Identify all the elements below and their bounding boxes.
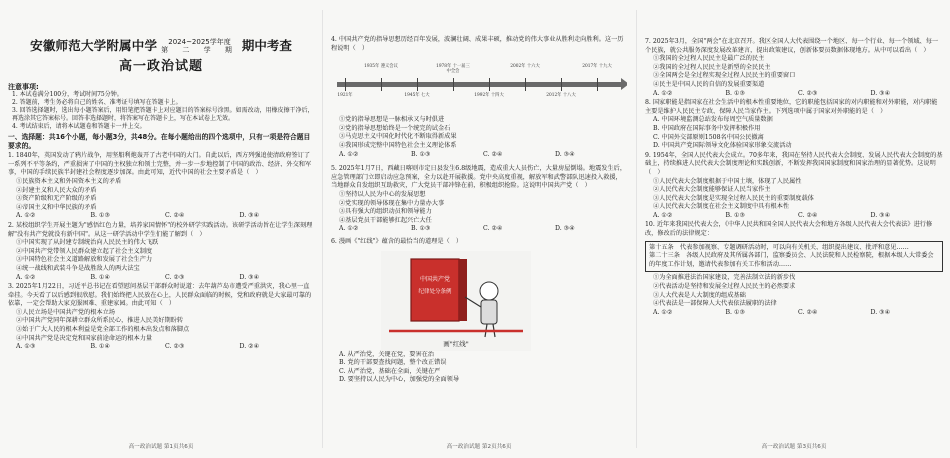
question-stem: 4. 中国共产党的指导思想历经百年发展，波澜壮阔、成果丰硕，推动党的伟大事业从胜利走向胜利。这一历程说明（ ） (331, 36, 624, 52)
question-option: ②封建主义和人民大众的矛盾 (16, 186, 97, 194)
question-3 (8, 283, 314, 352)
notice-item: 4. 考试结束后，请将本试题卷和答题卡一并上交。 (12, 123, 146, 131)
question-option: ③具有强大的组织动员和领导能力 (339, 208, 432, 216)
year-box (161, 38, 238, 54)
question-option: ①党的指导思想是一脉相承又与时俱进 (339, 116, 445, 124)
section-heading: 一、选择题：共16个小题，每小题3分，共48分。在每小题给出的四个选项中，只有一项是符合题目要求的。 (8, 133, 311, 151)
column-divider (322, 10, 323, 448)
answer-choices (645, 90, 943, 99)
question-4 (331, 36, 627, 159)
law-excerpt: 第二十三条 各级人民政府及其所属各部门，监察委员会、人民法院和人民检察院，根据本级人大常委会的年度工作计划，邀请代表参加有关工作和活动…… (649, 252, 934, 268)
choice-d: D. ③④ (555, 150, 575, 158)
page-footer: 高一政治试题 第2页共6页 (446, 444, 512, 451)
timeline-tick (345, 78, 346, 91)
choice-a: A. ①② (339, 225, 359, 233)
question-option: ④帝国主义和中华民族的矛盾 (16, 203, 97, 211)
choice-a: A. ①② (339, 150, 359, 158)
timeline-label: 2012年 十八大 (546, 93, 576, 99)
question-option: ④代表法是一部保障人大代表依法履职的法律 (653, 300, 777, 308)
choice-c: C. ②④ (165, 212, 185, 220)
cartoon-image (381, 251, 531, 351)
choice-c: C. ②④ (798, 211, 818, 219)
question-stem: 3. 2025年1月22日，习近平总书记在看望慰问基层干部群众时说道：去年葫芦岛市遭受严重洪灾，我心里一直牵挂。今天看了以后感到很欣慰。我们始终把人民放在心上，人民群众面临的时候，党和政府就是大家最可靠的依靠，一定会帮助大家克服困难、重建家园。由此可知（ ） (8, 283, 312, 308)
question-option: ②党的指导思想始终是一个统完的试金石 (339, 124, 451, 132)
exam-name: 期中考查 (241, 37, 292, 53)
timeline-axis (337, 82, 623, 87)
page-column-1 (8, 6, 314, 452)
page-footer: 高一政治试题 第3页共6页 (761, 444, 827, 451)
timeline-tick (525, 78, 526, 91)
timeline-label: 2017年 十九大 (582, 64, 612, 70)
question-option: ②中国共产党同年深耕立群众所系民心，推进人民美好期盼转 (16, 317, 184, 325)
timeline-tick (561, 78, 562, 91)
notice-list (8, 91, 314, 131)
question-option: ②我国的全过程人民民主是新型的全民民主 (653, 63, 771, 71)
choice-a: A. ①② (653, 308, 673, 316)
timeline-figure (331, 56, 627, 112)
question-option: ①我国的全过程人民民主是最广泛的民主 (653, 55, 765, 63)
choice-b: B. ①③ (725, 89, 746, 97)
question-option: ②代表活动是坚持和发展全过程人民民主的必然要求 (653, 283, 796, 291)
cartoon-book-title: 中国共产党 (419, 275, 451, 283)
answer-choices (8, 343, 314, 352)
question-stem: 2. 某校组织学生开展主题为"感悟红色力量，培养家国情怀"的校外研学实践活动。该研学活动旨在让学生深刻理解"没有共产党就没有新中国"。从这一研学活动中学生们能了解到（ ） (8, 221, 313, 238)
answer-choices (331, 225, 627, 234)
choice-a: A. ①② (653, 211, 673, 219)
choice-c: C. ②③ (165, 343, 185, 351)
question-6 (331, 238, 627, 385)
choice-b: B. ①③ (411, 150, 431, 158)
question-option: A. 中国环境监测总站发布每周空气质量数据 (653, 116, 773, 124)
timeline-tick (597, 78, 598, 91)
question-option: ②党实现的领导体现在集中力量办大事 (339, 199, 445, 207)
question-option: ①民族资本主义和外国资本主义的矛盾 (16, 177, 122, 185)
choice-b: B. ①④ (90, 343, 111, 351)
choice-c: C. ②④ (798, 308, 818, 316)
answer-choices (645, 212, 943, 221)
timeline-tick (381, 78, 382, 91)
question-option: ③人民代表大会制度是实现全过程人民民主的重要制度载体 (653, 194, 814, 202)
question-option: ④人民代表大会制度在社会主义制度中具有根本性 (653, 203, 790, 211)
timeline-arrow-icon (621, 78, 627, 90)
cartoon-figure (331, 251, 627, 351)
question-option: B. 中国政府在国际事务中发挥积极作用 (653, 124, 761, 132)
choice-b: B. ①③ (725, 211, 746, 219)
answer-choices (8, 212, 314, 221)
question-stem: 6. 漫画《"红线"》蕴含的最恰当的道理是（ ） (331, 237, 463, 245)
question-stem: 9. 1954年，全国人民代表大会成立。70多年来，我国在坚持人民代表大会制度、发展人民代表大会制度的基础上，持续推进人民代表大会制度理论和实践创新，不断发挥我国国家制度和国家治理的显著优势。这说明（ ） (645, 151, 943, 176)
choice-a: A. ①② (16, 212, 36, 220)
choice-d: D. ③④ (239, 273, 260, 281)
timeline-label: 1945年 七大 (404, 93, 430, 99)
question-option: ④统一战线和武装斗争是战胜敌人的两大法宝 (16, 264, 140, 272)
question-stem: 8. 国家职能是指国家在社会生活中的根本性重要地位，它的职能包括国家的对内职能和对外职能，对内职能主要是维护人民民主专政、保障人民当家作主。下列选项中属于国家对外职能的是（ ） (645, 99, 938, 115)
question-stem: 5. 2025年1月7日，西藏日喀则市定日县发生6.8级地震，造成重大人员伤亡，大量房屋倒塌。地震发生后，应急管理部门立即启动应急预案，全力以赴开展救援。党中央高度重视，解放军和武警部队迅速投入救援，当地群众自发组织互助救灾，广大党员干部冲锋在前，积极组织抢险。这说明中国共产党（ ） (331, 165, 627, 190)
page-column-2 (331, 6, 627, 452)
question-option: ③人大代表是人大制度的组成基础 (653, 291, 746, 299)
choice-d: D. ③④ (870, 211, 891, 219)
question-option: D. 要坚持以人民为中心，加强党的全面领导 (339, 376, 460, 384)
law-excerpt: 第十五条 代表参加视察、专题调研活动时，可以向有关机关、组织提出建议、批评和意见…… (649, 243, 909, 251)
question-option: ①为全面推进法治国家建设，完善法制立法的新步伐 (653, 274, 796, 282)
cartoon-book-subtitle: 纪律处分条例 (418, 288, 452, 295)
question-7 (645, 38, 943, 98)
question-option: ④我国形成完整中国特色社会主义理论体系 (339, 141, 457, 149)
answer-choices (645, 309, 943, 318)
notice-item: 3. 回答选择题时，选出每小题答案后，用铅笔把答题卡上对应题目的答案标号涂黑。如需改动，用橡皮擦干净后，再选涂其它答案标号。回答非选择题时，将答案写在答题卡上，写在本试卷上无效。 (12, 107, 314, 123)
choice-c: C. ②④ (483, 150, 503, 158)
notice-title: 注意事项: (8, 82, 39, 91)
question-5 (331, 165, 627, 234)
choice-d: D. ③④ (870, 308, 891, 316)
question-option: ④民主是中国人民的自信的发展重要渠道 (653, 80, 765, 88)
school-name: 安徽师范大学附属中学 (30, 37, 158, 53)
question-option: C. 从严治党，基础在全面，关键在严 (339, 367, 441, 375)
choice-d: D. ③④ (239, 212, 260, 220)
answer-choices (331, 151, 627, 160)
choice-a: A. ①③ (16, 343, 36, 351)
question-option: ③全国两会是全过程实现全过程人民民主的重要窗口 (653, 72, 796, 80)
question-option: ④基层党员干部能够扛起兴亡大任 (339, 216, 432, 224)
question-option: B. 党的干部要查找问题，整个改正错误 (339, 359, 447, 367)
question-9 (645, 152, 943, 221)
choice-b: B. ①④ (90, 273, 111, 281)
choice-a: A. ①② (653, 89, 673, 97)
choice-d: D. ③④ (555, 225, 575, 233)
timeline-label: 1921年 (337, 93, 353, 99)
choice-d: D. ②④ (239, 343, 260, 351)
timeline-label: 1992年 十四大 (474, 93, 504, 99)
question-option: C. 中国外交部原则1508名中国公民撤离 (653, 133, 764, 141)
choice-a: A. ①② (16, 273, 36, 281)
exam-header (8, 38, 314, 54)
question-option: ④中国共产党是决定党和国家前途命运的根本力量 (16, 334, 153, 342)
choice-b: B. ①③ (411, 225, 431, 233)
question-option: ①人民代表大会制度根据于中国土壤，体现了人民属性 (653, 177, 802, 185)
timeline-label: 1978年 十一届三中全会 (436, 64, 470, 75)
semester: 第 二 学 期 (161, 46, 238, 54)
question-stem: 10. 近年来我国民代表大会，《中华人民共和国全国人民代表大会和地方各级人民代表大会代表法》进行修改，修改后的法律规定： (645, 221, 933, 238)
question-1 (8, 152, 314, 221)
timeline-label: 2002年 十六大 (510, 64, 540, 70)
timeline-label: 1935年 遵义会议 (364, 64, 398, 70)
question-option: A. 从严治党，关键在党，要害在治 (339, 350, 435, 358)
column-divider (636, 10, 637, 448)
question-8 (645, 99, 943, 151)
question-option: ③资产阶级和无产阶级的矛盾 (16, 195, 97, 203)
timeline-tick (417, 78, 418, 91)
cartoon-caption: 画"红线" (443, 339, 469, 348)
question-option: ③始于广大人民的根本利益是党全部工作的根本出发点和落脚点 (16, 326, 190, 334)
law-excerpt-box (645, 241, 943, 273)
question-option: D. 中国共产党国际领导文化体验国家形象交流活动 (653, 142, 792, 150)
question-option: ①坚持以人民为中心的发展思想 (339, 190, 426, 198)
question-option: ③马克思主义中国化时代化不断取得新成果 (339, 133, 457, 141)
page-column-3 (645, 6, 943, 452)
timeline-tick (453, 78, 454, 91)
question-option: ②中国共产党带领人民群众建立起了社会主义制度 (16, 247, 153, 255)
question-option: ①人民立场是中国共产党的根本立场 (16, 308, 115, 316)
choice-c: C. ②③ (798, 89, 818, 97)
timeline-tick (489, 78, 490, 91)
choice-d: D. ③④ (870, 89, 891, 97)
answer-choices (8, 274, 314, 283)
question-stem: 7. 2025年3月，全国"两会"在北京召开。我区全国人大代表围绕一个地区、每一个行业、每一个领域、每一个民族，就公共服务深度发展改革建言，提出政策建议，创新体要员数据体现地方。从中可以看出（ ） (645, 38, 939, 54)
notice-item: 2. 答题前，考生务必将自己的姓名、准考证号填写在答题卡上。 (12, 99, 182, 107)
question-stem: 1. 1840年，英国发动了鸦片战争，用坚船利炮轰开了古老中国的大门。自此以后，西方列强追使清政府签订了一系列不平等条约，严重损害了中国的主权独立和领土完整，并一步一步地控制了中国的政治、经济、外交和军事，中国的手续民族半封建社会程度逐步加深。由此可知，近代中国的社会主要矛盾是（ ） (8, 152, 312, 177)
question-option: ③中国特色社会主义道路解放和发展了社会生产力 (16, 256, 153, 264)
question-10 (645, 221, 943, 317)
question-2 (8, 222, 314, 282)
question-option: ②人民代表大会制度能够保证人民当家作主 (653, 186, 771, 194)
choice-c: C. ②④ (483, 225, 503, 233)
academic-year: 2024~2025学年度 (168, 38, 231, 46)
notice-item: 1. 本试卷满分100分，考试时间75分钟。 (12, 91, 123, 99)
page-footer: 高一政治试题 第1页共6页 (128, 444, 194, 451)
page-title: 高一政治试题 (118, 59, 203, 74)
choice-c: C. ②③ (165, 273, 185, 281)
choice-b: B. ①③ (725, 308, 746, 316)
question-option: ①中国实现了从封建专制统治向人民民主的伟大飞跃 (16, 239, 159, 247)
choice-b: B. ①③ (90, 212, 111, 220)
